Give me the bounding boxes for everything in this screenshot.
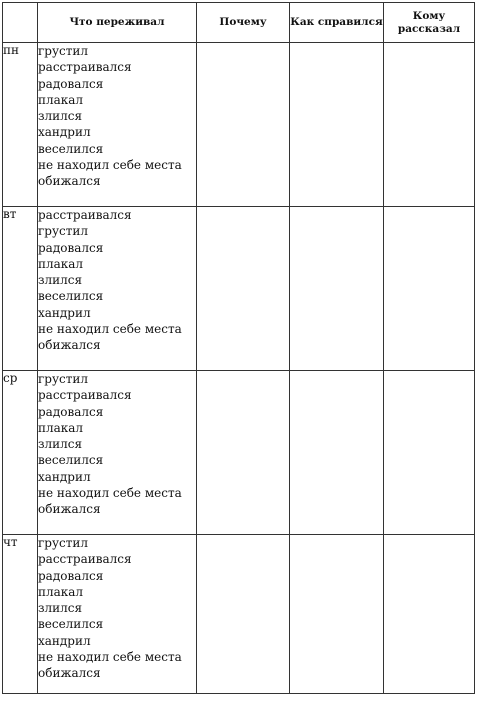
day-label: ср	[3, 371, 38, 535]
told-cell[interactable]	[384, 43, 475, 207]
feeling-item: веселился	[38, 453, 104, 468]
feelings-cell	[38, 371, 197, 535]
feelings-list	[38, 207, 196, 354]
coped-cell[interactable]	[290, 535, 384, 694]
feelings-cell	[38, 535, 197, 694]
feeling-item: хандрил	[38, 125, 91, 140]
header-told-line2: рассказал	[397, 22, 461, 35]
table-row	[3, 371, 475, 535]
table-body	[3, 43, 475, 694]
feeling-item: обижался	[38, 666, 101, 681]
feeling-item: злился	[38, 437, 83, 452]
feeling-item: грустил	[38, 44, 89, 58]
table-header	[3, 3, 475, 43]
feeling-item: не находил себе места	[38, 650, 182, 665]
why-cell[interactable]	[197, 207, 290, 371]
header-why: Почему	[197, 3, 290, 43]
feelings-list	[38, 43, 196, 190]
feeling-item: злился	[38, 601, 83, 616]
why-cell[interactable]	[197, 371, 290, 535]
header-row	[3, 3, 475, 43]
feeling-item: не находил себе места	[38, 486, 182, 501]
told-cell[interactable]	[384, 207, 475, 371]
feeling-item: радовался	[38, 76, 104, 91]
feelings-journal-table	[2, 2, 475, 694]
feelings-cell	[38, 43, 197, 207]
feeling-item: грустил	[38, 372, 89, 386]
feeling-item: злился	[38, 273, 83, 288]
feeling-item: не находил себе места	[38, 158, 182, 173]
feeling-item: хандрил	[38, 633, 91, 648]
feeling-item: расстраивался	[38, 60, 132, 75]
header-told-line1: Кому	[412, 9, 446, 22]
header-day	[3, 3, 38, 43]
why-cell[interactable]	[197, 43, 290, 207]
feeling-item: веселился	[38, 289, 104, 304]
feeling-item: хандрил	[38, 469, 91, 484]
feeling-item: обижался	[38, 338, 101, 353]
feeling-item: плакал	[38, 92, 84, 107]
table-row	[3, 535, 475, 694]
told-cell[interactable]	[384, 535, 475, 694]
day-label: чт	[3, 535, 38, 694]
feeling-item: злился	[38, 109, 83, 124]
feeling-item: обижался	[38, 502, 101, 517]
table-row	[3, 43, 475, 207]
day-label: вт	[3, 207, 38, 371]
feeling-item: веселился	[38, 141, 104, 156]
coped-cell[interactable]	[290, 371, 384, 535]
feeling-item: радовался	[38, 568, 104, 583]
told-cell[interactable]	[384, 371, 475, 535]
day-label: пн	[3, 43, 38, 207]
header-felt: Что переживал	[38, 3, 197, 43]
feeling-item: расстраивался	[38, 208, 132, 222]
feeling-item: хандрил	[38, 305, 91, 320]
feeling-item: не находил себе места	[38, 322, 182, 337]
feeling-item: радовался	[38, 240, 104, 255]
feelings-cell	[38, 207, 197, 371]
feeling-item: плакал	[38, 584, 84, 599]
table-row	[3, 207, 475, 371]
coped-cell[interactable]	[290, 207, 384, 371]
coped-cell[interactable]	[290, 43, 384, 207]
why-cell[interactable]	[197, 535, 290, 694]
feelings-list	[38, 371, 196, 518]
feeling-item: плакал	[38, 256, 84, 271]
feeling-item: плакал	[38, 420, 84, 435]
feeling-item: радовался	[38, 404, 104, 419]
header-coped: Как справился	[290, 3, 384, 43]
feeling-item: грустил	[38, 224, 89, 239]
feeling-item: веселился	[38, 617, 104, 632]
feeling-item: обижался	[38, 174, 101, 189]
feeling-item: грустил	[38, 536, 89, 550]
feelings-list	[38, 535, 196, 682]
feeling-item: расстраивался	[38, 388, 132, 403]
header-told	[384, 3, 475, 43]
feeling-item: расстраивался	[38, 552, 132, 567]
